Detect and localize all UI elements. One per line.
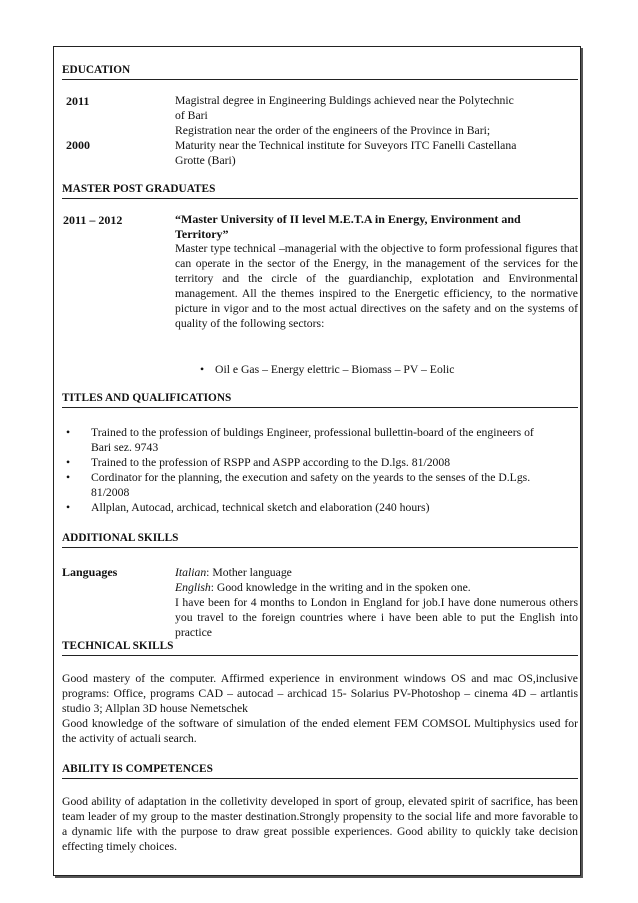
english-detail: I have been for 4 months to London in England for job.I have done numerous others you travel to the foreign countries where i have been able to put the English into practice (175, 596, 578, 640)
list-item: • Allplan, Autocad, archicad, technical sketch and elaboration (240 hours) (62, 500, 552, 515)
ability-heading: ABILITY IS COMPETENCES (62, 762, 578, 779)
english-label: English (175, 581, 211, 595)
education-heading: EDUCATION (62, 63, 578, 80)
list-item: • Cordinator for the planning, the execution and safety on the yeards to the senses of the D.Lgs. 81/2008 (62, 470, 552, 500)
education-year-2011: 2011 (66, 94, 90, 108)
languages-label: Languages (62, 565, 118, 579)
education-entry-line: of Bari (175, 109, 208, 123)
technical-para: Good knowledge of the software of simulation of the ended element FEM COMSOL Multiphysics used for the activity of actuali search. (62, 717, 578, 746)
titles-list (62, 425, 552, 516)
education-entry-line: Maturity near the Technical institute for Suveyors ITC Fanelli Castellana (175, 139, 517, 153)
list-item: • Trained to the profession of RSPP and ASPP according to the D.lgs. 81/2008 (62, 455, 552, 470)
education-entry-line: Registration near the order of the engineers of the Province in Bari; (175, 124, 491, 138)
master-sectors-text: Oil e Gas – Energy elettric – Biomass – PV – Eolic (215, 363, 455, 376)
languages-details (175, 565, 578, 640)
education-entry-line: Grotte (Bari) (175, 154, 236, 168)
master-title-line: Territory” (175, 227, 229, 242)
list-item: • Trained to the profession of buldings Engineer, professional bullettin-board of the engineers of Bari sez. 9743 (62, 425, 552, 455)
titles-heading: TITLES AND QUALIFICATIONS (62, 391, 578, 408)
additional-heading: ADDITIONAL SKILLS (62, 531, 578, 548)
italian-label: Italian (175, 566, 207, 579)
bullet-icon: • (200, 363, 205, 376)
master-heading: MASTER POST GRADUATES (62, 182, 578, 199)
technical-text (62, 671, 578, 746)
master-title (175, 212, 578, 242)
italian-text: : Mother language (206, 566, 292, 579)
education-entry-2011 (175, 93, 578, 168)
master-description: Master type technical –managerial with the objective to form professional figures that can operate in the sector of the Energy, in the management of the services for the territory and the circle of the guardianchip, explotation and Environmental management. All the themes inspired to the Energetic efficiency, to the normative picture in vigor and to the most actual directives on the safety and on the systems of quality of the following sectors: (175, 242, 578, 331)
ability-text: Good ability of adaptation in the colletivity developed in sport of group, elevated spirit of sacrifice, has been team leader of my group to the master destination.Strongly propensity to the social life and more favorable to a dynamic life with the purpose to draw great possible experiences. Good ability to quickly take decision effecting timely choices. (62, 795, 578, 854)
master-title-line: “Master University of II level M.E.T.A in Energy, Environment and (175, 212, 521, 226)
education-entry-line: Magistral degree in Engineering Buldings achieved near the Polytechnic (175, 94, 514, 107)
master-sectors (200, 362, 570, 377)
english-line (175, 580, 578, 595)
english-text: : Good knowledge in the writing and in the spoken one. (210, 581, 471, 595)
technical-heading: TECHNICAL SKILLS (62, 639, 578, 656)
italian-line (175, 565, 578, 580)
master-dates: 2011 – 2012 (63, 213, 123, 227)
technical-para: Good mastery of the computer. Affirmed experience in environment windows OS and mac OS,inclusive programs: Office, programs CAD – autocad – archicad 15- Solarius PV-Photoshop – cinema 4D – artlantis studio 3; Allplan 3D house Nemetschek (62, 672, 578, 716)
education-year-2000: 2000 (66, 138, 90, 152)
